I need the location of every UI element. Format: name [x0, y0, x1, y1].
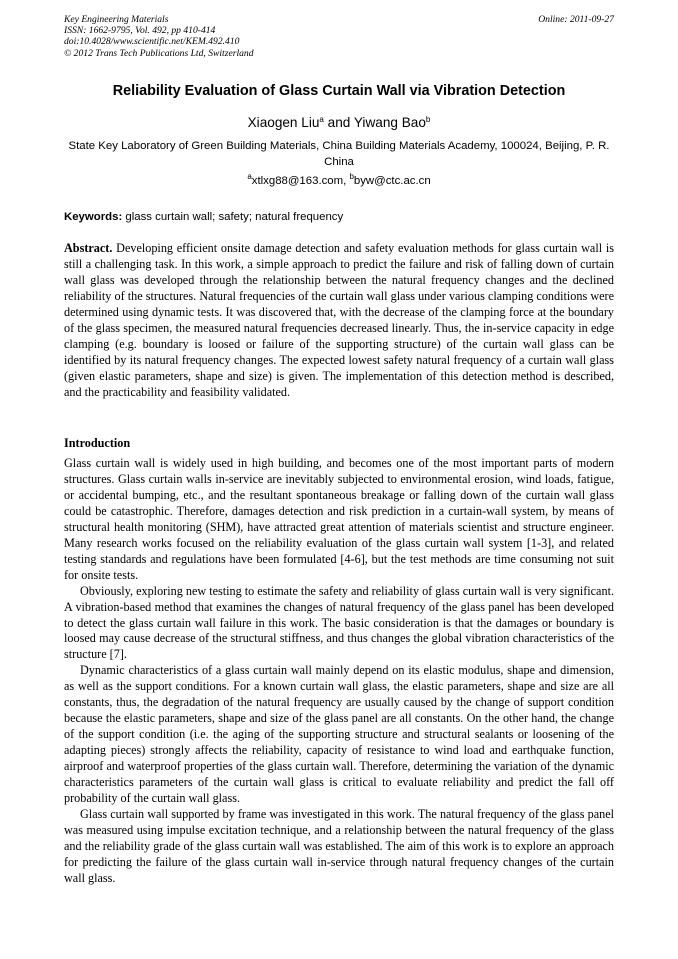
journal-name: Key Engineering Materials: [64, 14, 169, 25]
email-b-sup: b: [349, 172, 354, 181]
email-line: [0, 174, 678, 189]
keywords-text: glass curtain wall; safety; natural frequency: [122, 211, 344, 223]
email-a-sup: a: [247, 172, 252, 181]
intro-paragraph: Obviously, exploring new testing to estimate the safety and reliability of glass curtain wall is very significant. A vibration-based method that examines the changes of natural frequency of the glass panel has been developed to detect the glass curtain wall failure in this work. The basic consideration is that the damages or boundary is loosed may cause decrease of the structural stiffness, and thus changes the global vibration characteristics of the structure [7].: [64, 583, 614, 662]
abstract: [64, 241, 614, 401]
email-a[interactable]: xtlxg88@163.com,: [251, 175, 350, 187]
authors-line: [0, 114, 678, 131]
journal-header: [64, 14, 254, 59]
keywords-label: Keywords:: [64, 211, 123, 223]
intro-paragraph: Glass curtain wall supported by frame was investigated in this work. The natural frequency of the glass panel was measured using impulse excitation technique, and a relationship between the natural frequency of the glass and the reliability grade of the glass curtain wall was established. The aim of this work is to explore an approach for predicting the failure of the glass curtain wall in-service through natural frequency changes of the curtain wall glass.: [64, 806, 614, 885]
intro-paragraph: Glass curtain wall is widely used in high building, and becomes one of the most important parts of modern structures. Glass curtain walls in-service are inevitably subjected to environmental erosion, wind loads, fatigue, or accidental bumping, etc., and the resultant spontaneous breakage or falling down of the curtain wall glass could be catastrophic. Therefore, damages detection and risk prediction in a curtain-wall system, by means of structural health monitoring (SHM), have attracted great attention of materials scientist and structure engineer. Many research works focused on the reliability evaluation of the glass curtain wall system [1-3], and related testing standards and regulations have been formulated [4-6], but the test methods are time consuming not suit for onsite tests.: [64, 456, 614, 582]
author-1: Xiaogen Liu: [247, 115, 320, 130]
author-1-sup: a: [319, 115, 324, 124]
author-2: Yiwang Bao: [353, 115, 426, 130]
email-b[interactable]: byw@ctc.ac.cn: [353, 175, 431, 187]
abstract-label: Abstract.: [64, 241, 113, 255]
affiliation: State Key Laboratory of Green Building Materials, China Building Materials Academy, 100024, Beijing, P. R. China: [68, 140, 610, 168]
author-2-sup: b: [425, 115, 431, 124]
keywords: [64, 210, 614, 225]
doi-line[interactable]: doi:10.4028/www.scientific.net/KEM.492.410: [64, 36, 240, 48]
intro-paragraph: Dynamic characteristics of a glass curtain wall mainly depend on its elastic modulus, shape and dimension, as well as the support conditions. For a known curtain wall glass, the elastic parameters, shape and size are all constants, thus, the degradation of the natural frequency are usually caused by the change of support condition because the elastic parameters, shape and size of the glass panel are all constants. On the other hand, the change of the support condition (i.e. the aging of the supporting structure and structural sealants or loosening of the adapting pieces) strongly affects the reliability, capacity of resistance to wind load and earthquake function, airproof and waterproof properties of the glass curtain wall. Therefore, determining the variation of the dynamic characteristics parameters of the curtain wall glass is critical to evaluate reliability and predict the fall off probability of the curtain wall glass.: [64, 663, 614, 806]
paper-title: Reliability Evaluation of Glass Curtain Wall via Vibration Detection: [112, 83, 566, 99]
copyright-line: © 2012 Trans Tech Publications Ltd, Switzerland: [64, 47, 254, 59]
introduction-body: [64, 456, 614, 887]
introduction-heading: Introduction: [64, 436, 131, 450]
author-and: and: [323, 115, 354, 130]
abstract-text: Developing efficient onsite damage detection and safety evaluation methods for glass curtain wall is still a challenging task. In this work, a simple approach to predict the failure and risk of falling down of curtain wall glass was developed through the relationship between the natural frequency changes and the declined reliability of the structures. Natural frequencies of the curtain wall glass under various clamping conditions were determined using dynamic tests. It was discovered that, with the decrease of the clamping force at the boundary of the glass specimen, the measured natural frequencies decreased linearly. Thus, the in-service capacity in edge clamping (e.g. boundary is loosed or failure of the supporting structure) of the curtain wall glass can be identified by its natural frequency changes. The expected lowest safety natural frequency of a curtain wall glass (given elastic parameters, shape and size) is given. The implementation of this detection method is described, and the practicability and feasibility validated.: [64, 241, 614, 399]
issn-line: ISSN: 1662-9795, Vol. 492, pp 410-414: [64, 25, 216, 37]
online-date: Online: 2011-09-27: [538, 14, 614, 25]
